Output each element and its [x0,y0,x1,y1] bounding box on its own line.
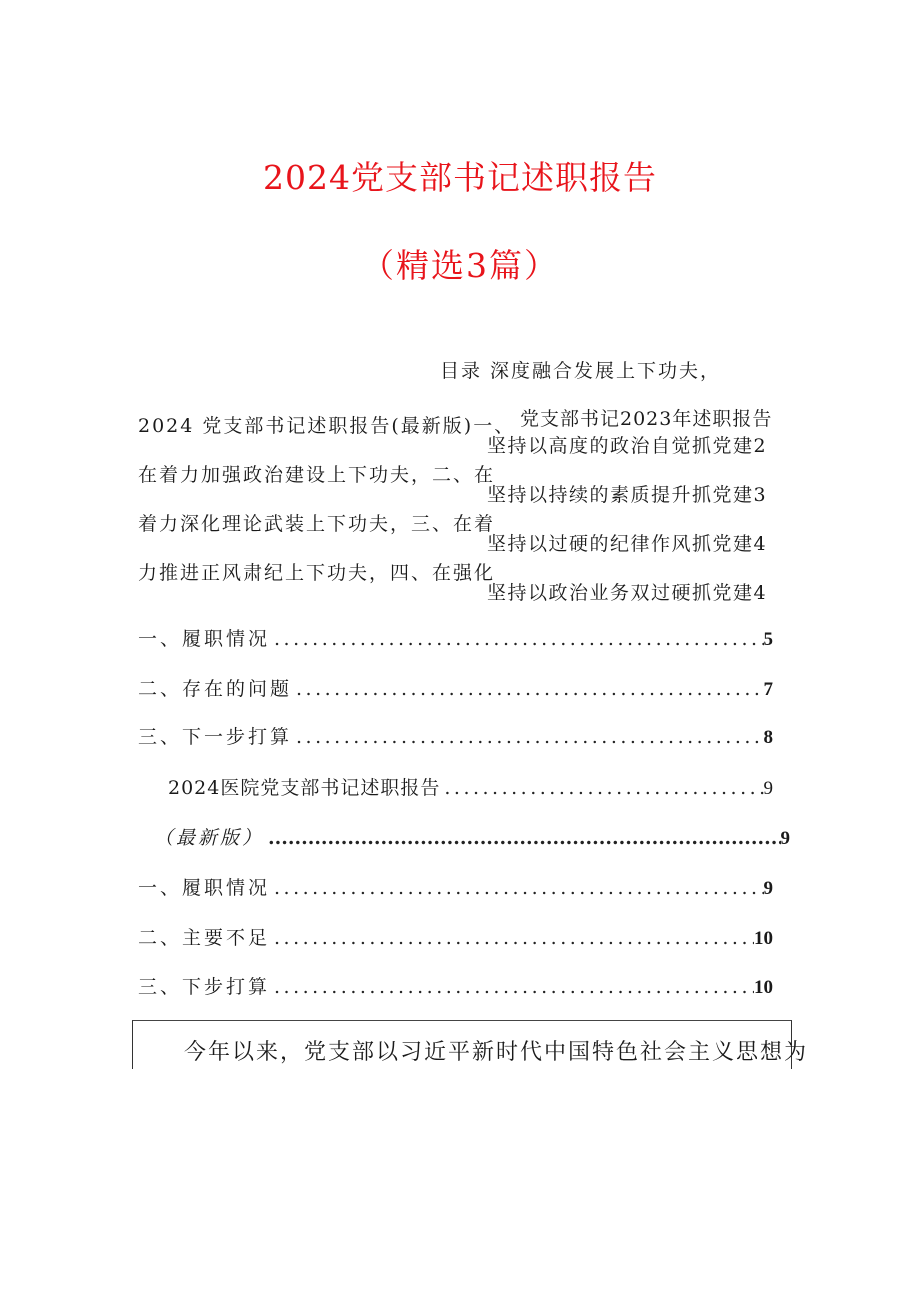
toc-entry-label: 一、履职情况 [138,628,271,650]
toc-entry[interactable] [168,773,773,800]
toc-entry-page: 9 [763,778,773,799]
toc-left-line: 着力深化理论武装上下功夫，三、在着 [138,513,496,535]
toc-leader-dots [270,628,763,650]
document-subtitle: （精选3篇） [361,246,559,285]
toc-left-line: 在着力加强政治建设上下功夫，二、在 [138,464,496,486]
toc-right-line[interactable]: 坚持以持续的素质提升抓党建3 [487,484,768,506]
toc-leader-dots [270,877,763,899]
toc-entry[interactable] [154,823,790,850]
toc-right-line[interactable]: 坚持以过硬的纪律作风抓党建4 [487,533,768,555]
toc-entry-page: 7 [763,679,773,700]
toc-right-line[interactable]: 坚持以高度的政治自觉抓党建2 [487,435,768,457]
toc-left-column [138,402,516,598]
toc-right-header-line: 党支部书记2023年述职报告 [520,408,773,430]
toc-leader-dots [270,976,754,998]
toc-entry[interactable] [138,722,773,749]
toc-entry-label: 三、下步打算 [138,976,271,998]
toc-entry[interactable] [138,674,773,701]
toc-entry-label: 2024医院党支部书记述职报告 [168,777,441,799]
toc-leader-dots [292,726,763,748]
toc-entry-page: 9 [763,878,773,899]
toc-leader-dots [440,777,763,799]
toc-header: 目录 深度融合发展上下功夫， [440,360,722,382]
toc-right-line[interactable]: 坚持以政治业务双过硬抓党建4 [487,582,768,604]
toc-entry-label: 二、存在的问题 [138,678,293,700]
toc-entry-label: 一、履职情况 [138,877,271,899]
toc-entry-page: 5 [763,629,773,650]
toc-left-line: 2024 党支部书记述职报告(最新版)一、 [138,415,516,437]
document-title: 2024党支部书记述职报告 [263,158,657,197]
body-paragraph-first-line: 今年以来，党支部以习近平新时代中国特色社会主义思想为 [184,1040,809,1065]
toc-leader-dots [270,927,754,949]
toc-entry-label: 三、下一步打算 [138,726,293,748]
toc-leader-dots [292,678,763,700]
toc-entry-page: 10 [754,928,773,949]
toc-entry-page: 8 [763,727,773,748]
toc-entry[interactable] [138,923,773,950]
toc-entry[interactable] [138,972,773,999]
toc-entry[interactable] [138,873,773,900]
toc-entry-label: （最新版） [154,827,265,849]
toc-leader-dots [264,827,780,849]
toc-entry-label: 二、主要不足 [138,927,271,949]
toc-right-column [487,432,777,628]
toc-left-line: 力推进正风肃纪上下功夫，四、在强化 [138,562,496,584]
toc-entry[interactable] [138,624,773,651]
toc-entry-page: 10 [754,977,773,998]
toc-entry-page: 9 [780,828,790,849]
